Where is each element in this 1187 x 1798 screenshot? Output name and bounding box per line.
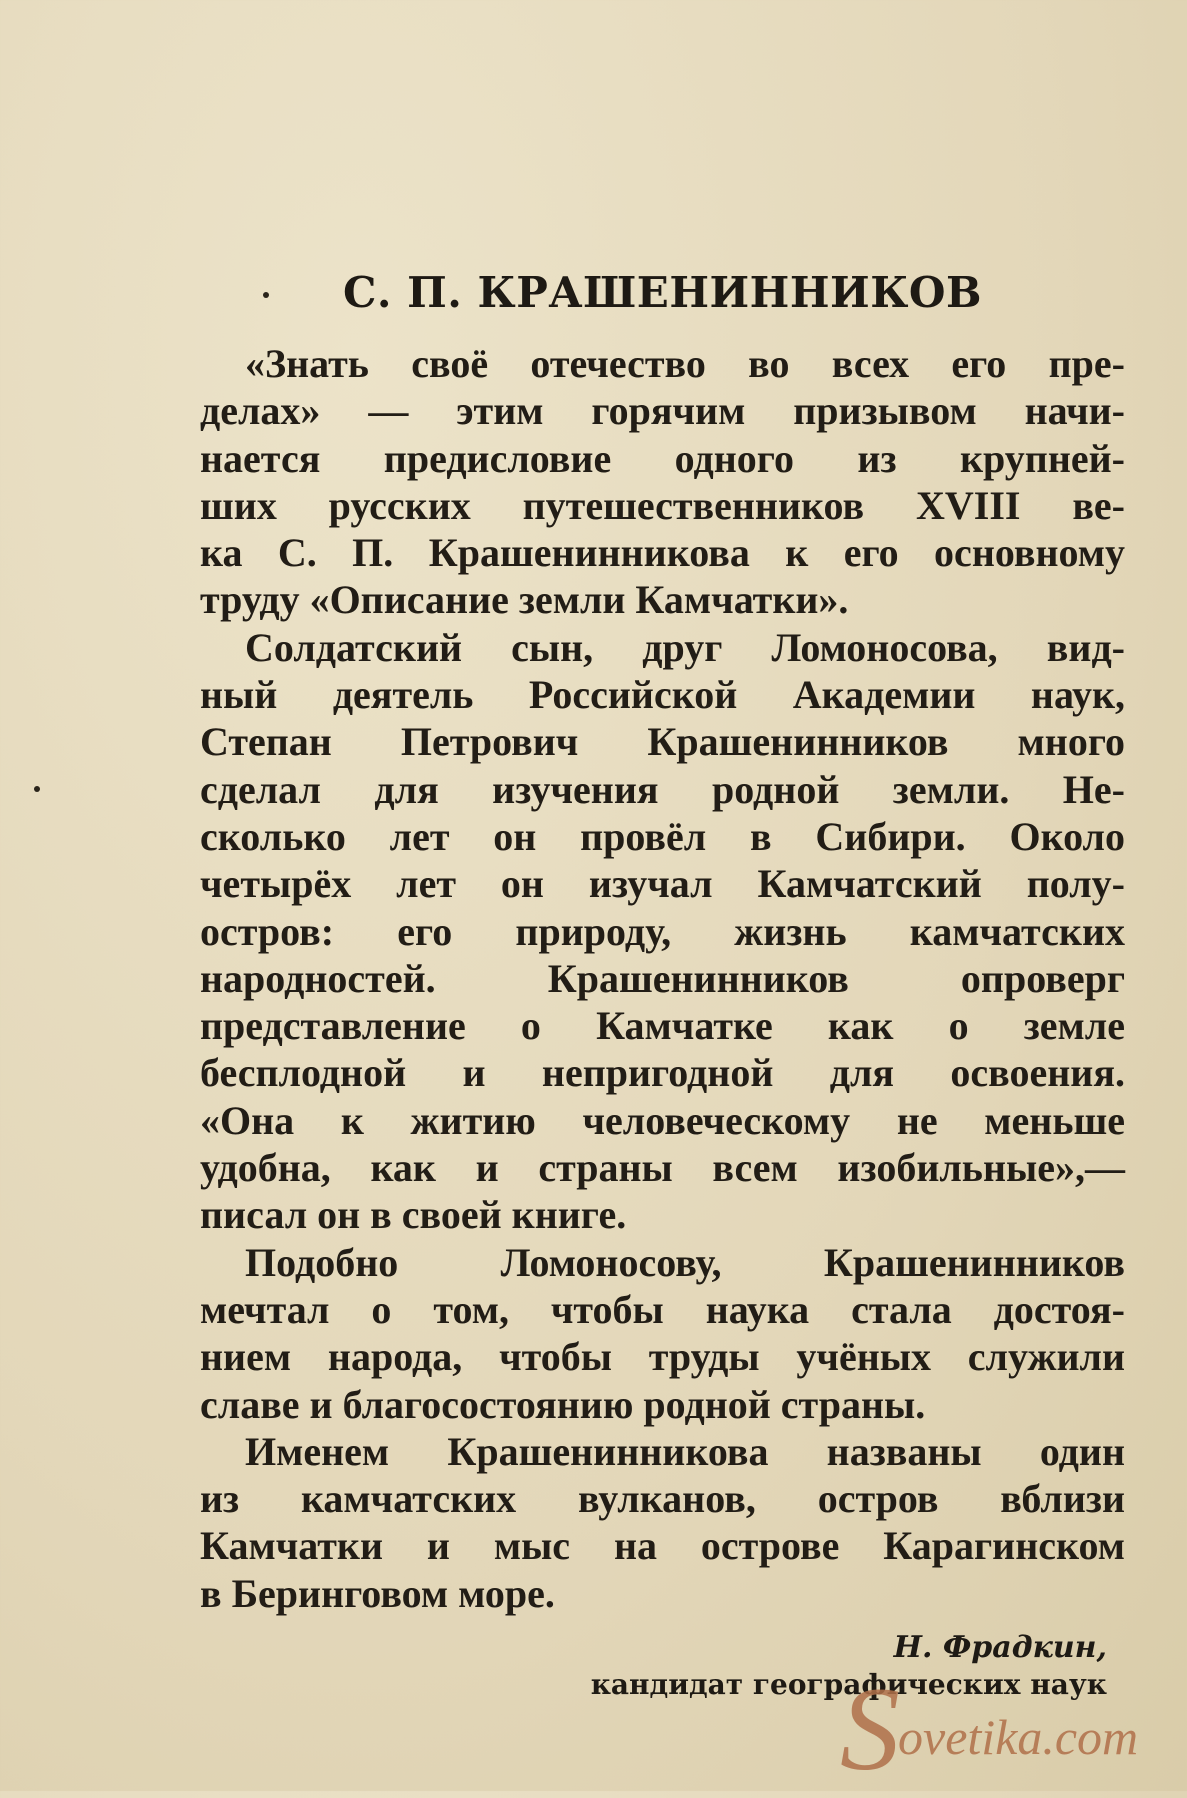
text-line: Степан Петрович Крашенинников много [200, 719, 1125, 765]
article-title: С. П. КРАШЕНИННИКОВ [342, 268, 983, 317]
ink-speck [34, 786, 40, 792]
text-line: Солдатский сын, друг Ломоносова, вид- [245, 624, 1125, 670]
text-line: писал он в своей книге. [200, 1192, 627, 1238]
text-line: нием народа, чтобы труды учёных служили [200, 1334, 1125, 1380]
article-body [200, 340, 1125, 1617]
text-line: Камчатки и мыс на острове Карагинском [200, 1523, 1125, 1569]
text-line: из камчатских вулканов, остров вблизи [200, 1476, 1125, 1522]
text-line: сделал для изучения родной земли. Не- [200, 766, 1125, 812]
text-line: остров: его природу, жизнь камчатских [200, 908, 1125, 954]
text-line: ших русских путешественников XVIII ве- [200, 482, 1125, 528]
author-signature: Н. Фрадкин, [893, 1630, 1107, 1665]
text-line: Именем Крашенинникова названы один [245, 1428, 1125, 1474]
text-line: ный деятель Российской Академии наук, [200, 672, 1125, 718]
author-affiliation: кандидат географических наук [590, 1668, 1107, 1701]
text-line: сколько лет он провёл в Сибири. Около [200, 813, 1125, 859]
text-line: представление о Камчатке как о земле [200, 1003, 1125, 1049]
text-line: ка С. П. Крашенинникова к его основному [200, 530, 1125, 576]
text-line: удобна, как и страны всем изобильные»,— [200, 1145, 1125, 1191]
text-line: четырёх лет он изучал Камчатский полу- [200, 861, 1125, 907]
text-line: мечтал о том, чтобы наука стала достоя- [200, 1286, 1125, 1332]
text-line: славе и благосостоянию родной страны. [200, 1381, 926, 1427]
text-line: в Беринговом море. [200, 1570, 555, 1616]
text-line: делах» — этим горячим призывом начи- [200, 388, 1125, 434]
ink-speck [263, 292, 269, 298]
text-line: Подобно Ломоносову, Крашенинников [245, 1239, 1125, 1285]
text-line: труду «Описание земли Камчатки». [200, 577, 849, 623]
text-line: бесплодной и непригодной для освоения. [200, 1050, 1125, 1096]
text-line: нается предисловие одного из крупней- [200, 435, 1125, 481]
text-line: народностей. Крашенинников опроверг [200, 955, 1125, 1001]
text-line: «Она к житию человеческому не меньше [200, 1097, 1125, 1143]
document-page: С. П. КРАШЕНИННИКОВ «Знать своё отечество во всех его пре- делах» — этим горячим призывом начи- нается предисловие одного из крупней- ших русских путешественников XVIII ве- ка С. П. Крашенинникова к его основному труду «Описание земли Камчатки». Солдатский сын, друг Ломоносова, вид- ный деятель Российской Академии наук, Степан Петрович Крашенинников много сделал для изучения родной земли. Не- сколько лет он провёл в Сибири. Около четырёх лет он изучал Камчатский полу- остров: его природу, жизнь камчатских народностей. Крашенинников опроверг представление о Камчатке как о земле бесплодной и непригодной для освоения. «Она к житию человеческому не меньше удобна, как и страны всем изобильные»,— писал он в своей книге. Подобно Ломоносову, Крашенинников мечтал о том, чтобы наука стала достоя- нием народа, чтобы труды учёных служили славе и благосостоянию родной страны. Именем Крашенинникова названы один из камчатских вулканов, остров вблизи Камчатки и мыс на острове Карагинском в Беринговом море. Н. Фрадкин, кандидат географических наук S ovetika.com [0, 0, 1187, 1791]
text-line: «Знать своё отечество во всех его пре- [245, 341, 1125, 386]
